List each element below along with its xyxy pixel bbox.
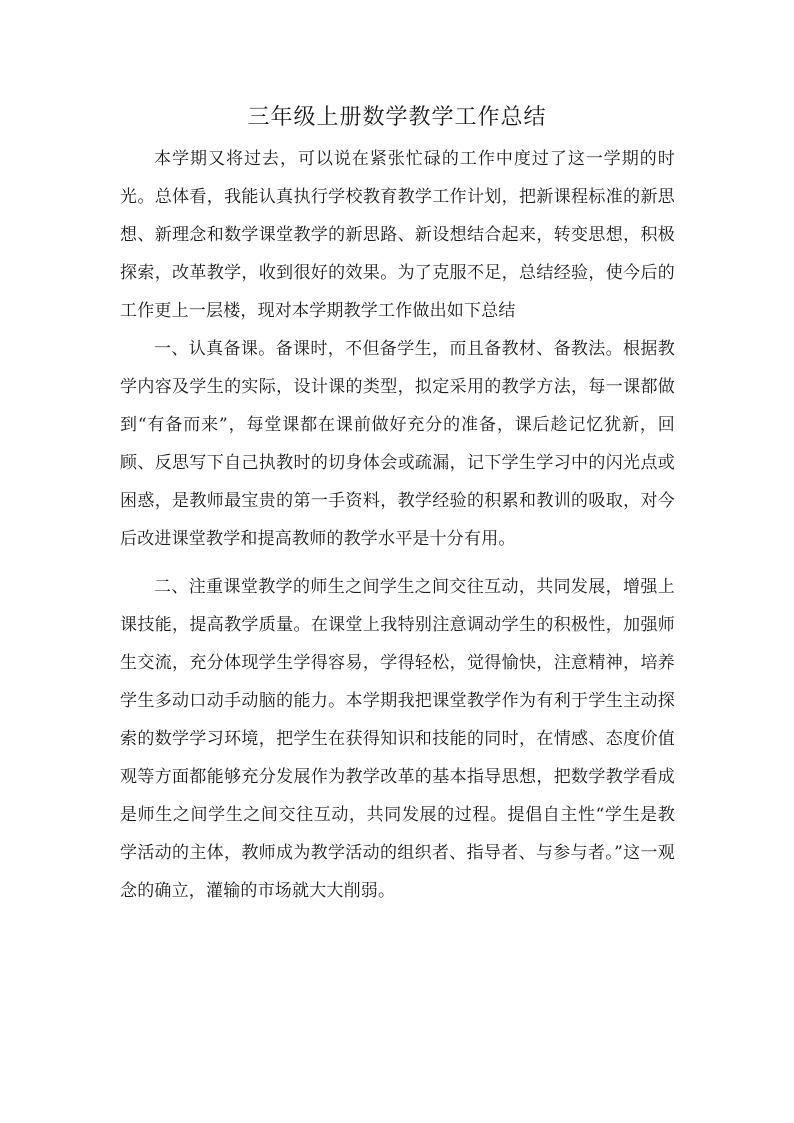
paragraph-classroom-teaching: 二、注重课堂教学的师生之间学生之间交往互动，共同发展，增强上课技能，提高教学质量。在课堂上我特别注意调动学生的积极性，加强师生交流，充分体现学生学得容易，学得轻松，觉得愉快，注意精神，培养学生多动口动手动脑的能力。本学期我把课堂教学作为有利于学生主动探索的数学学习环境，把学生在获得知识和技能的同时，在情感、态度价值观等方面都能够充分发展作为教学改革的基本指导思想，把数学教学看成是师生之间学生之间交往互动，共同发展的过程。提倡自主性“学生是教学活动的主体，教师成为教学活动的组织者、指导者、与参与者。”这一观念的确立，灌输的市场就大大削弱。	[120, 577, 675, 901]
paragraph-lesson-preparation: 一、认真备课。备课时，不但备学生，而且备教材、备教法。根据教学内容及学生的实际，设计课的类型，拟定采用的教学方法，每一课都做到“有备而来”，每堂课都在课前做好充分的准备，课后趁记忆犹新，回顾、反思写下自己执教时的切身体会或疏漏，记下学生学习中的闪光点或困惑，是教师最宝贵的第一手资料，教学经验的积累和教训的吸取，对今后改进课堂教学和提高教师的教学水平是十分有用。	[120, 339, 675, 549]
paragraph-intro: 本学期又将过去，可以说在紧张忙碌的工作中度过了这一学期的时光。总体看，我能认真执行学校教育教学工作计划，把新课程标准的新思想、新理念和数学课堂教学的新思路、新设想结合起来，转变思想，积极探索，改革教学，收到很好的效果。为了克服不足，总结经验，使今后的工作更上一层楼，现对本学期教学工作做出如下总结	[120, 149, 675, 321]
document-title: 三年级上册数学教学工作总结	[247, 105, 547, 130]
document-body	[120, 140, 675, 910]
